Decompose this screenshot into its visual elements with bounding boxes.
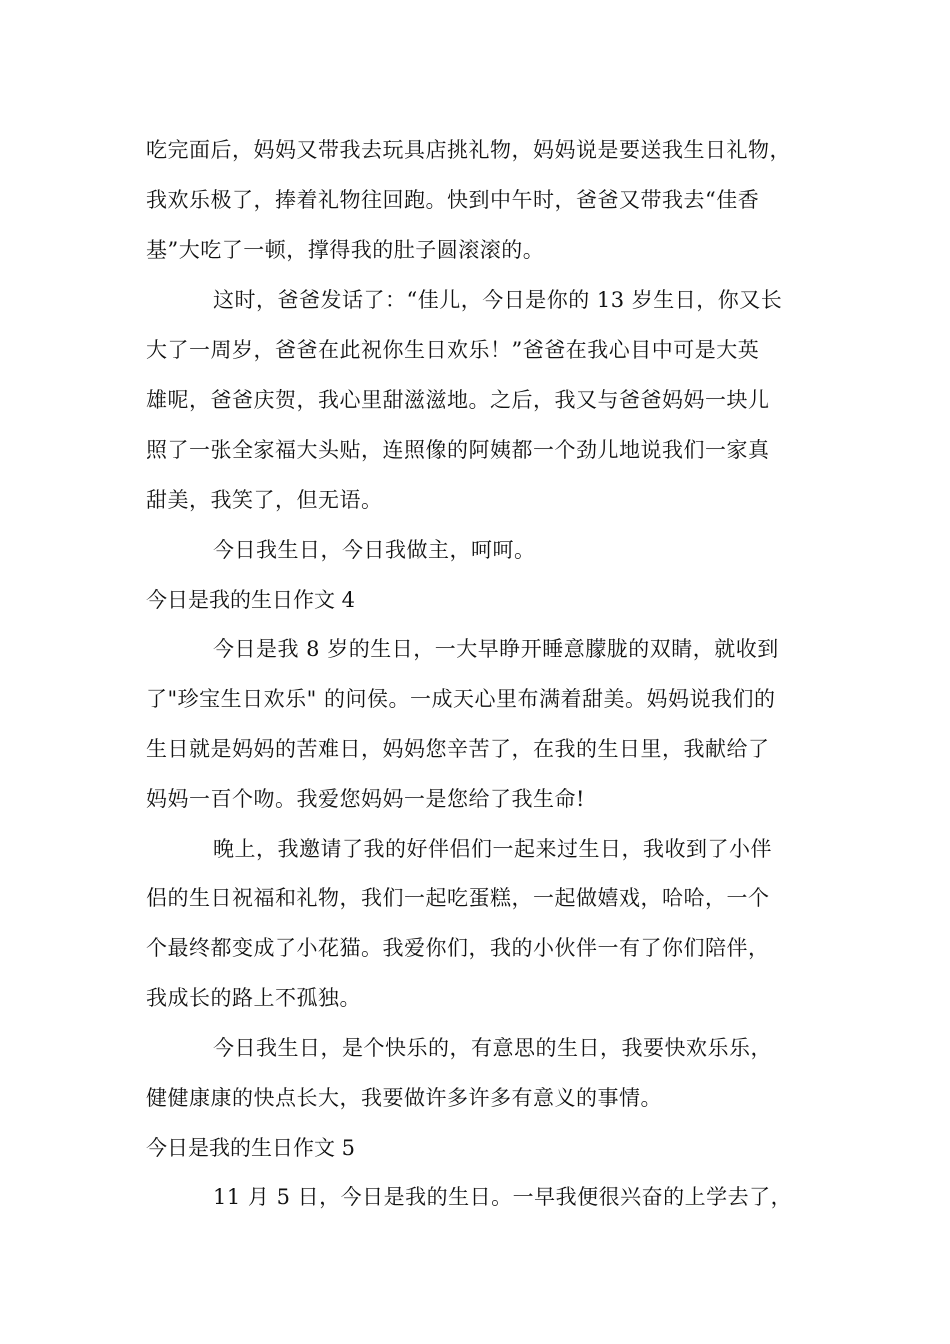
paragraph-line: 甜美，我笑了，但无语。 (146, 488, 383, 512)
paragraph-line: 今日是我 8 岁的生日，一大早睁开睡意朦胧的双睛，就收到 (213, 637, 779, 661)
paragraph-line: 我成长的路上不孤独。 (146, 986, 361, 1010)
paragraph-line: 照了一张全家福大头贴，连照像的阿姨都一个劲儿地说我们一家真 (146, 438, 770, 462)
paragraph-line: 雄呢，爸爸庆贺，我心里甜滋滋地。之后，我又与爸爸妈妈一块儿 (146, 388, 770, 412)
paragraph-line: 侣的生日祝福和礼物，我们一起吃蛋糕，一起做嬉戏，哈哈，一个 (146, 886, 770, 910)
paragraph-line: 生日就是妈妈的苦难日，妈妈您辛苦了，在我的生日里，我献给了 (146, 737, 770, 761)
paragraph-line: 个最终都变成了小花猫。我爱你们，我的小伙伴一有了你们陪伴， (146, 936, 770, 960)
paragraph-line: 今日我生日，是个快乐的，有意思的生日，我要快欢乐乐， (213, 1036, 772, 1060)
paragraph-line: 了"珍宝生日欢乐" 的问侯。一成天心里布满着甜美。妈妈说我们的 (146, 687, 776, 711)
paragraph-line: 今日我生日，今日我做主，呵呵。 (213, 538, 536, 562)
paragraph-line: 基”大吃了一顿，撑得我的肚子圆滚滚的。 (146, 238, 545, 262)
essay-heading: 今日是我的生日作文 5 (146, 1136, 356, 1160)
paragraph-line: 吃完面后，妈妈又带我去玩具店挑礼物，妈妈说是要送我生日礼物， (146, 138, 791, 162)
paragraph-line: 这时，爸爸发话了：“佳儿，今日是你的 13 岁生日，你又长 (213, 288, 783, 312)
essay-heading: 今日是我的生日作文 4 (146, 588, 356, 612)
paragraph-line: 11 月 5 日，今日是我的生日。一早我便很兴奋的上学去了， (213, 1185, 793, 1209)
paragraph-line: 健健康康的快点长大，我要做许多许多有意义的事情。 (146, 1086, 662, 1110)
paragraph-line: 我欢乐极了，捧着礼物往回跑。快到中午时，爸爸又带我去“佳香 (146, 188, 760, 212)
paragraph-line: 妈妈一百个吻。我爱您妈妈一是您给了我生命! (146, 787, 585, 811)
paragraph-line: 晚上，我邀请了我的好伴侣们一起来过生日，我收到了小伴 (213, 837, 772, 861)
paragraph-line: 大了一周岁，爸爸在此祝你生日欢乐！”爸爸在我心目中可是大英 (146, 338, 760, 362)
